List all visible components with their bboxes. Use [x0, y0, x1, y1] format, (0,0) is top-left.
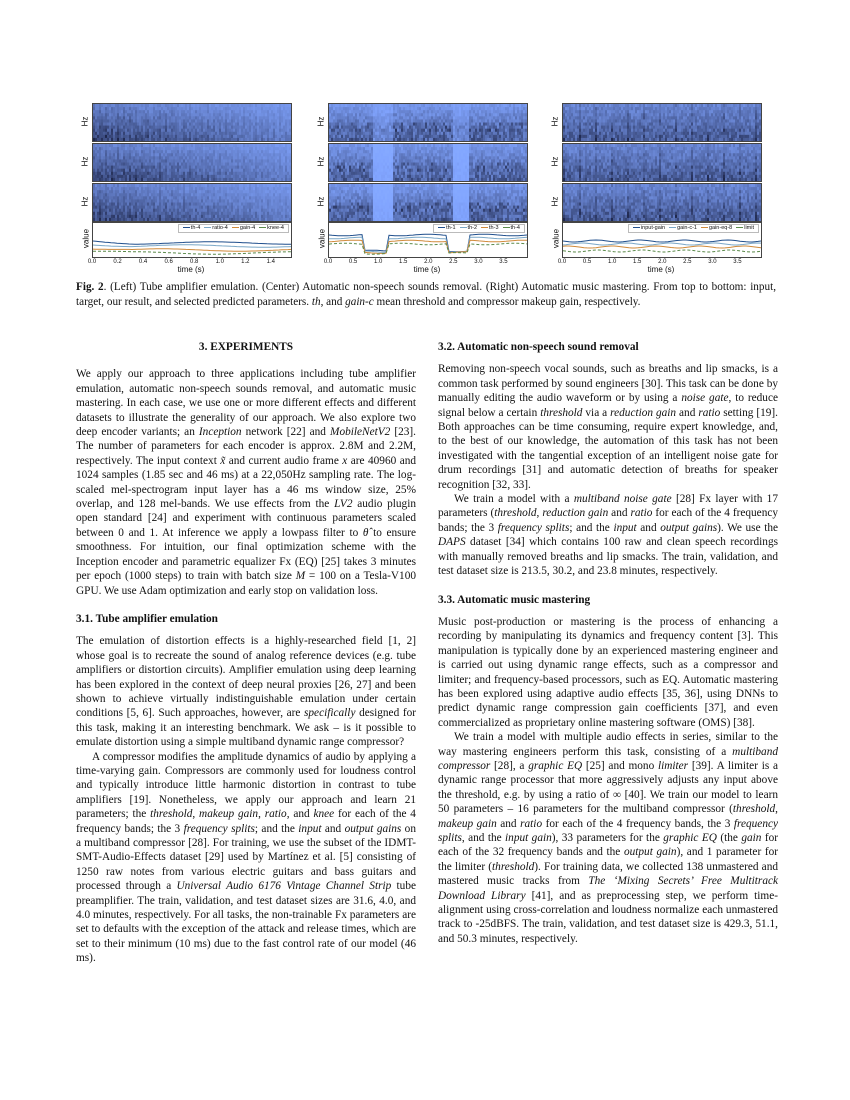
- spectrogram-cell: [289, 104, 291, 107]
- spectrogram: [92, 143, 292, 182]
- spectrogram-cell: [289, 163, 291, 166]
- spectrogram-cell: [289, 159, 291, 162]
- x-tick-label: 1.0: [215, 259, 224, 265]
- spectrogram-cell: [289, 150, 291, 153]
- spectrogram-cell: [289, 203, 291, 206]
- legend-swatch: [232, 227, 239, 228]
- parameter-plot: [92, 222, 292, 258]
- legend-entry: [183, 225, 200, 231]
- spectrogram-cell: [289, 147, 291, 150]
- spectrogram-cell: [525, 110, 527, 113]
- parameter-legend: [178, 224, 289, 233]
- x-axis-label: time (s): [177, 265, 205, 274]
- legend-entry: [232, 225, 255, 231]
- spectrogram-cell: [525, 104, 527, 107]
- parameter-series: [93, 241, 291, 244]
- parameter-ylabel: value: [81, 228, 91, 249]
- spectrogram-cell: [289, 110, 291, 113]
- spectrogram-cell: [289, 123, 291, 126]
- spectrogram-cell: [289, 196, 291, 199]
- spectrogram-cell: [525, 129, 527, 132]
- x-tick-label: 1.2: [241, 259, 250, 265]
- spectrogram-cell: [289, 190, 291, 193]
- legend-swatch: [259, 227, 266, 228]
- x-tick-label: 0.0: [87, 259, 97, 265]
- spectrogram-cell: [289, 132, 291, 135]
- spectrogram-ylabel: Hz: [80, 156, 90, 167]
- spectrogram-cell: [289, 212, 291, 215]
- legend-label: knee-4: [267, 225, 284, 231]
- spectrogram-cell: [289, 166, 291, 169]
- spectrogram-cell: [289, 215, 291, 218]
- spectrogram-ylabel: Hz: [80, 196, 90, 207]
- legend-label: ratio-4: [212, 225, 228, 231]
- parameter-series: [93, 251, 291, 254]
- spectrogram-cell: [525, 113, 527, 116]
- spectrogram-cell: [289, 199, 291, 202]
- spectrogram-cell: [289, 107, 291, 110]
- figure-2: [0, 0, 850, 280]
- spectrogram-cell: [289, 156, 291, 159]
- spectrogram-ylabel: Hz: [80, 116, 90, 127]
- spectrogram-cell: [289, 126, 291, 129]
- x-tick-label: 0.8: [190, 259, 199, 265]
- legend-entry: [259, 225, 284, 231]
- spectrogram-ylabel: Hz: [316, 116, 326, 127]
- spectrogram-cell: [289, 175, 291, 178]
- spectrogram-cell: [525, 138, 527, 141]
- spectrogram-cell: [289, 172, 291, 175]
- spectrogram: [328, 103, 528, 142]
- spectrogram-cell: [289, 153, 291, 156]
- legend-label: th-4: [190, 225, 201, 231]
- spectrogram-cell: [289, 218, 291, 221]
- legend-swatch: [183, 227, 190, 228]
- spectrogram-cell: [289, 135, 291, 138]
- spectrogram-cell: [289, 187, 291, 190]
- spectrogram-cell: [525, 107, 527, 110]
- spectrogram-cell: [289, 184, 291, 187]
- spectrogram-cell: [525, 119, 527, 122]
- x-tick-label: 0.6: [164, 259, 173, 265]
- parameter-series: [93, 249, 291, 251]
- spectrogram-cell: [289, 209, 291, 212]
- spectrogram-cell: [289, 119, 291, 122]
- spectrogram-cell: [289, 178, 291, 181]
- parameter-series: [93, 245, 291, 247]
- spectrogram-cell: [289, 144, 291, 147]
- spectrogram: [92, 103, 292, 142]
- spectrogram-cell: [289, 138, 291, 141]
- x-tick-label: 0.4: [138, 259, 148, 265]
- legend-entry: [204, 225, 228, 231]
- legend-swatch: [204, 227, 211, 228]
- spectrogram-cell: [289, 169, 291, 172]
- spectrogram-cell: [525, 123, 527, 126]
- spectrogram-cell: [289, 193, 291, 196]
- x-tick-label: 1.4: [266, 259, 275, 265]
- spectrogram-cell: [289, 129, 291, 132]
- spectrogram-cell: [289, 113, 291, 116]
- spectrogram-cell: [525, 132, 527, 135]
- spectrogram: [92, 183, 292, 222]
- spectrogram-cell: [525, 116, 527, 119]
- spectrogram-cell: [525, 135, 527, 138]
- legend-label: gain-4: [239, 225, 256, 231]
- x-tick-label: 0.2: [113, 259, 122, 265]
- spectrogram-ylabel: Hz: [316, 156, 326, 167]
- spectrogram-cell: [289, 206, 291, 209]
- spectrogram: [328, 143, 528, 182]
- spectrogram-cell: [289, 116, 291, 119]
- spectrogram-cell: [525, 126, 527, 129]
